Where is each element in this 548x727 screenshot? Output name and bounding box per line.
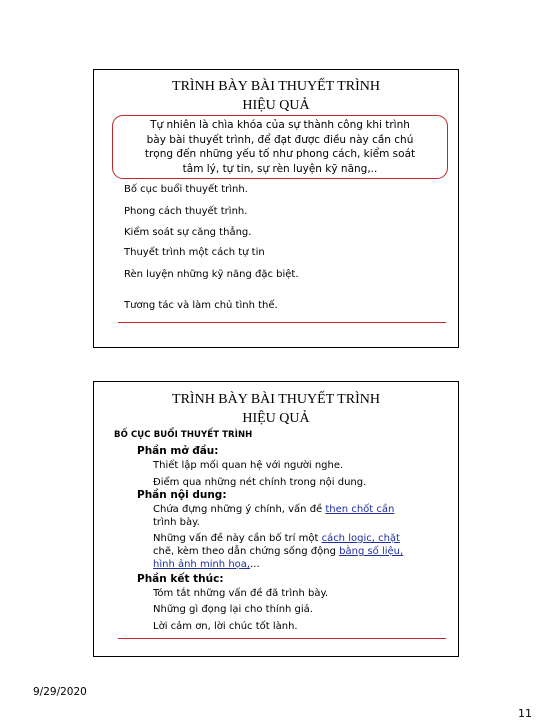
opening-item: Thiết lập mối quan hệ với người nghe. — [153, 460, 344, 471]
slide-1-title-line-1: TRÌNH BÀY BÀI THUYẾT TRÌNH — [172, 79, 380, 94]
content-item-text: Những vấn đề này cần bố trí một — [153, 533, 322, 544]
content-item-text: Chứa đựng những ý chính, vấn đề — [153, 504, 326, 515]
callout-line: tâm lý, tự tin, sự rèn luyện kỹ năng,.. — [182, 162, 378, 175]
divider-line — [118, 322, 446, 323]
bullet-item: Kiểm soát sự căng thẳng. — [124, 227, 252, 238]
content-heading: Phần nội dung: — [137, 489, 227, 501]
content-link[interactable]: then chốt cần — [325, 504, 395, 515]
bullet-item: Tương tác và làm chủ tình thế. — [124, 300, 278, 311]
slide-2-title-line-1: TRÌNH BÀY BÀI THUYẾT TRÌNH — [172, 392, 380, 407]
bullet-item: Rèn luyện những kỹ năng đặc biệt. — [124, 269, 299, 280]
slide-2-title-line-2: HIỆU QUẢ — [242, 411, 310, 426]
slide-1 — [93, 69, 459, 348]
section-title: BỐ CỤC BUỔI THUYẾT TRÌNH — [114, 430, 253, 440]
content-link[interactable]: hình ảnh minh họa, — [153, 559, 251, 570]
callout-line: trọng đến những yếu tố như phong cách, kiểm soát — [144, 148, 416, 160]
closing-heading: Phần kết thúc: — [137, 573, 224, 585]
slide-1-title-line-2: HIỆU QUẢ — [242, 98, 310, 113]
closing-item: Những gì đọng lại cho thính giả. — [153, 604, 313, 615]
content-link[interactable]: cách logic, chặt — [321, 533, 400, 544]
content-item-text: trình bày. — [153, 517, 200, 528]
bullet-item: Bố cục buổi thuyết trình. — [124, 184, 248, 195]
slide-2-title — [94, 390, 458, 428]
content-item-text: chẽ, kèm theo dẫn chứng sống động — [153, 546, 340, 557]
callout-line: bày bài thuyết trình, để đạt được điều này cần chú — [146, 133, 414, 146]
opening-heading: Phần mở đầu: — [137, 445, 219, 457]
divider-line — [118, 638, 446, 639]
content-link[interactable]: bằng số liệu, — [339, 546, 404, 557]
callout-line: Tự nhiên là chìa khóa của sự thành công khi trình — [150, 119, 410, 131]
content-item-text: ... — [250, 559, 260, 570]
bullet-item: Thuyết trình một cách tự tin — [124, 247, 265, 258]
footer-date: 9/29/2020 — [33, 686, 87, 698]
closing-item: Tóm tắt những vấn đề đã trình bày. — [153, 588, 329, 599]
content-item — [153, 503, 453, 529]
content-item — [153, 532, 453, 571]
closing-item: Lời cảm ơn, lời chúc tốt lành. — [153, 621, 298, 632]
bullet-item: Phong cách thuyết trình. — [124, 206, 248, 217]
slide-2 — [93, 381, 459, 657]
page-number: 11 — [518, 707, 532, 720]
opening-item: Điểm qua những nét chính trong nội dung. — [153, 477, 367, 488]
slide-1-title — [94, 77, 458, 115]
callout-box — [112, 115, 448, 179]
